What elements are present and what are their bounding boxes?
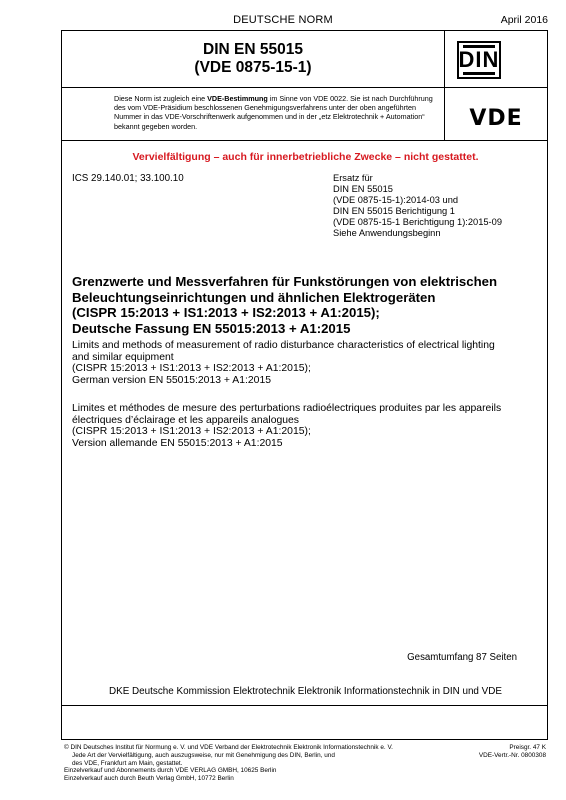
- title-english-line: and similar equipment: [72, 351, 174, 363]
- vde-notice-rest: im Sinne von VDE 0022. Sie ist nach Durchführung des vom VDE-Präsidium beschlossenen Genehmigungsverfahrens unter der oben angeführten Nummer in das VDE-Vorschriftenwerk aufgenommen und in der „etz Elektrotechnik + Automation“ bekannt gegeben worden.: [114, 94, 433, 131]
- price-group: Preisgr. 47 K: [509, 744, 546, 751]
- title-french: [72, 403, 542, 449]
- price-info: [479, 744, 546, 760]
- divider-line: [62, 87, 547, 88]
- divider-line: [444, 31, 445, 140]
- ics-classification: ICS 29.140.01; 33.100.10: [72, 173, 184, 184]
- replacement-line: Ersatz für: [333, 173, 373, 183]
- publication-date: April 2016: [500, 14, 548, 26]
- title-german: [72, 274, 542, 336]
- order-number: VDE-Vertr.-Nr. 0800308: [478, 751, 546, 759]
- title-french-line: électriques d’éclairage et les appareils analogues: [72, 414, 300, 426]
- vde-notice: [114, 94, 439, 131]
- title-english-line: German version EN 55015:2013 + A1:2015: [72, 374, 271, 386]
- divider-line: [62, 140, 547, 141]
- title-french-line: Version allemande EN 55015:2013 + A1:2015: [72, 437, 283, 449]
- din-logo-text: DIN: [458, 47, 500, 72]
- title-french-line: (CISPR 15:2013 + IS1:2013 + IS2:2013 + A1:2015);: [72, 426, 311, 438]
- replacement-line: DIN EN 55015: [333, 184, 393, 195]
- title-frame: [61, 30, 548, 740]
- title-french-line: Limites et méthodes de mesure des perturbations radioélectriques produites par les appareils: [72, 403, 502, 414]
- copyright-line: © DIN Deutsches Institut für Normung e. V. und VDE Verband der Elektrotechnik Elektronik Informationstechnik e. V.: [64, 744, 393, 751]
- document-number-din: DIN EN 55015: [203, 41, 303, 58]
- title-english-line: (CISPR 15:2013 + IS1:2013 + IS2:2013 + A1:2015);: [72, 363, 311, 375]
- title-english: [72, 340, 542, 386]
- replacement-line: (VDE 0875-15-1 Berichtigung 1):2015-09: [333, 217, 502, 228]
- title-english-line: Limits and methods of measurement of radio disturbance characteristics of electrical lighting: [72, 340, 495, 351]
- copyright-footer: [64, 744, 464, 783]
- title-german-line: Deutsche Fassung EN 55015:2013 + A1:2015: [72, 320, 351, 336]
- divider-line: [62, 705, 547, 706]
- title-german-line: Beleuchtungseinrichtungen und ähnlichen Elektrogeräten: [72, 289, 436, 305]
- vde-notice-bold: VDE-Bestimmung: [207, 94, 268, 103]
- din-logo: [457, 41, 501, 79]
- copyright-line: des VDE, Frankfurt am Main, gestattet.: [72, 759, 183, 767]
- sales-line: Einzelverkauf und Abonnements durch VDE VERLAG GMBH, 10625 Berlin: [64, 767, 277, 775]
- document-type-label: DEUTSCHE NORM: [233, 14, 333, 26]
- replacement-info: [333, 173, 502, 240]
- document-number-vde: (VDE 0875-15-1): [194, 59, 312, 76]
- vde-notice-prefix: Diese Norm ist zugleich eine: [114, 94, 208, 103]
- replacement-line: DIN EN 55015 Berichtigung 1: [333, 206, 455, 217]
- replacement-line: Siehe Anwendungsbeginn: [333, 228, 441, 239]
- dke-committee: DKE Deutsche Kommission Elektrotechnik Elektronik Informationstechnik in DIN und VDE: [109, 686, 502, 697]
- copyright-line: Jede Art der Vervielfältigung, auch auszugsweise, nur mit Genehmigung des DIN, Berlin, und: [72, 751, 335, 759]
- copy-prohibition-warning: Vervielfältigung – auch für innerbetriebliche Zwecke – nicht gestattet.: [132, 151, 479, 163]
- document-number: [62, 41, 444, 77]
- vde-logo: VDE: [469, 106, 523, 131]
- title-german-line: (CISPR 15:2013 + IS1:2013 + IS2:2013 + A1:2015);: [72, 305, 380, 320]
- replacement-line: (VDE 0875-15-1):2014-03 und: [333, 195, 459, 206]
- title-german-line: Grenzwerte und Messverfahren für Funkstörungen von elektrischen: [72, 274, 498, 289]
- total-pages: Gesamtumfang 87 Seiten: [407, 652, 517, 663]
- sales-line: Einzelverkauf auch durch Beuth Verlag GmbH, 10772 Berlin: [64, 775, 234, 783]
